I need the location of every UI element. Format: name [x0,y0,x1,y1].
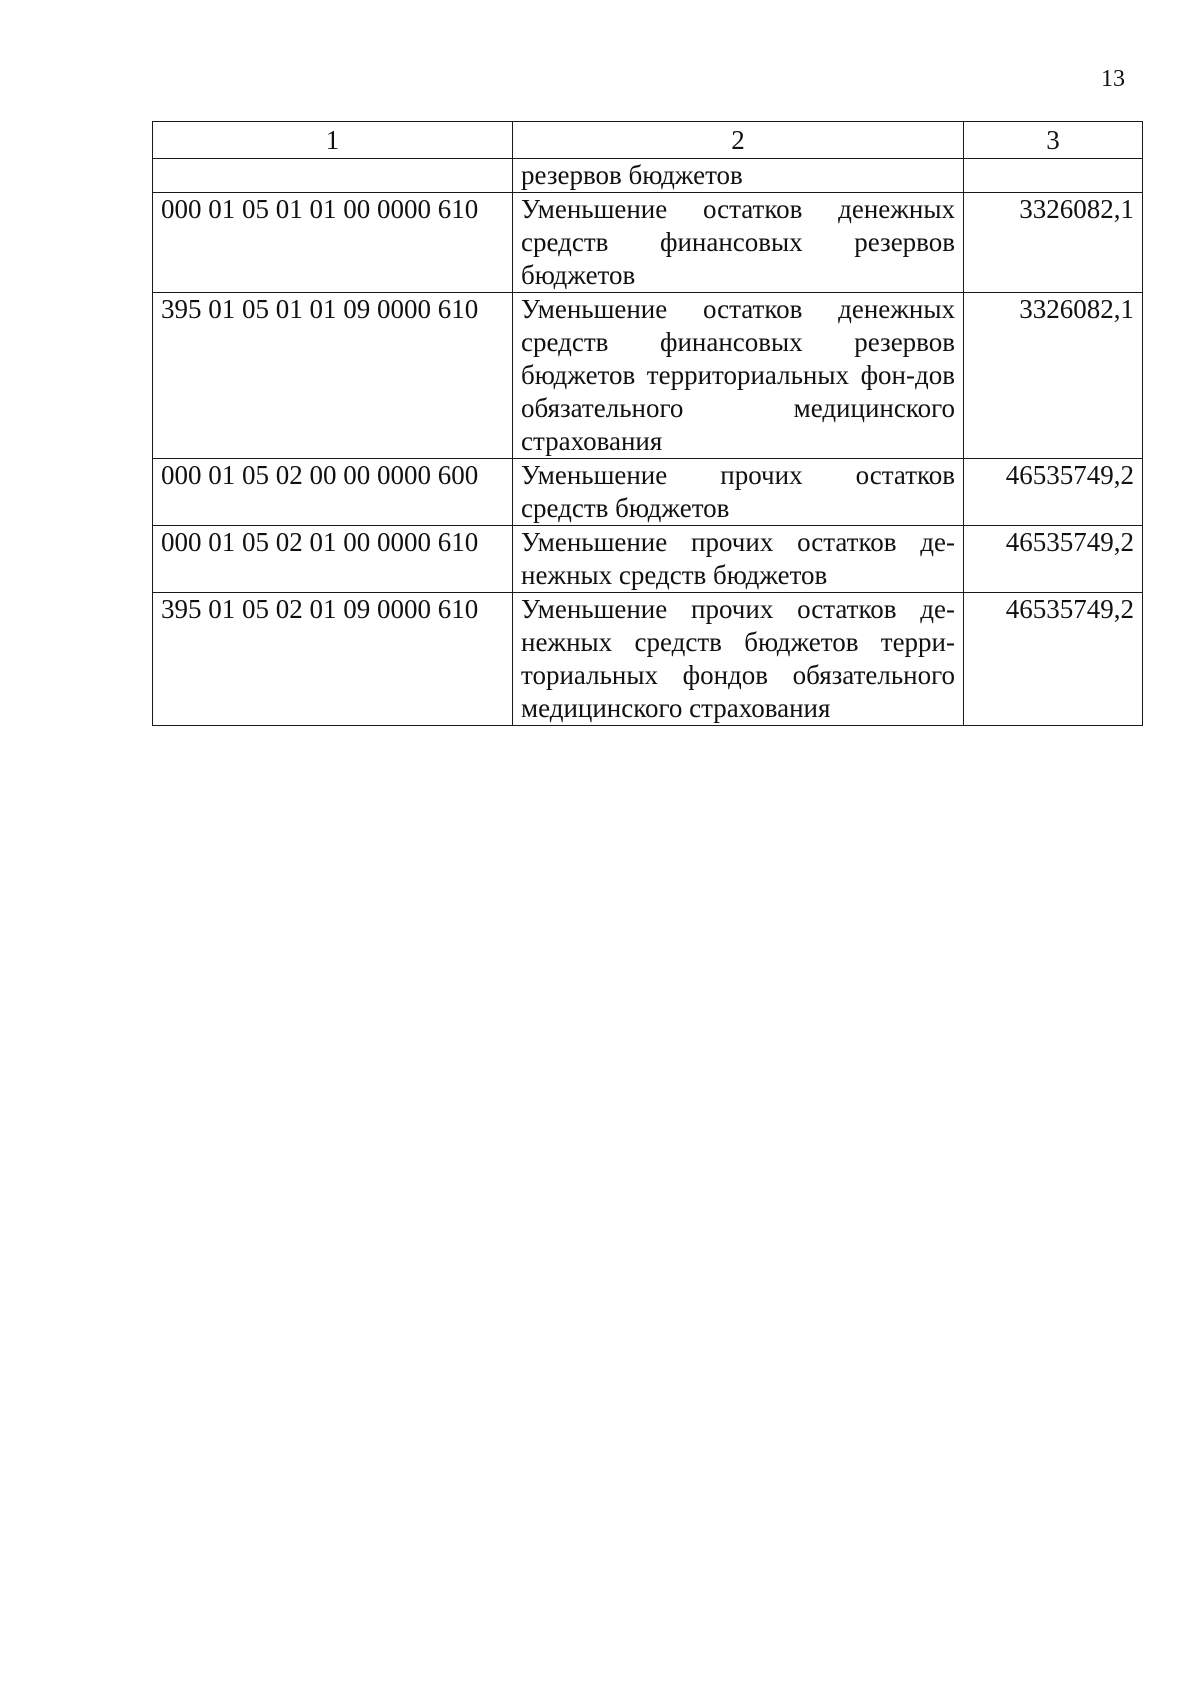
row-description: резервов бюджетов [513,159,964,193]
row-amount: 3326082,1 [964,293,1143,459]
column-header: 3 [964,122,1143,159]
row-code: 000 01 05 02 01 00 0000 610 [153,526,513,593]
column-header: 2 [513,122,964,159]
row-amount [964,159,1143,193]
row-code: 000 01 05 01 01 00 0000 610 [153,193,513,293]
table-row [153,593,1143,726]
table-row [153,193,1143,293]
row-amount: 46535749,2 [964,593,1143,726]
row-code [153,159,513,193]
budget-table [152,121,1143,726]
header-row [153,122,1143,159]
row-amount: 46535749,2 [964,526,1143,593]
row-code: 000 01 05 02 00 00 0000 600 [153,459,513,526]
column-header: 1 [153,122,513,159]
row-amount: 3326082,1 [964,193,1143,293]
row-amount: 46535749,2 [964,459,1143,526]
table-row [153,526,1143,593]
row-description: Уменьшение остатков денежных средств финансовых резервов бюджетов [513,193,964,293]
table-row [153,459,1143,526]
row-description: Уменьшение прочих остатков средств бюджетов [513,459,964,526]
row-description: Уменьшение прочих остатков де-нежных средств бюджетов терри-ториальных фондов обязательного медицинского страхования [513,593,964,726]
table-row [153,159,1143,193]
row-code: 395 01 05 02 01 09 0000 610 [153,593,513,726]
table-row [153,293,1143,459]
page-number: 13 [1101,66,1125,92]
row-code: 395 01 05 01 01 09 0000 610 [153,293,513,459]
row-description: Уменьшение прочих остатков де-нежных средств бюджетов [513,526,964,593]
row-description: Уменьшение остатков денежных средств финансовых резервов бюджетов территориальных фон-дов обязательного медицинского страхования [513,293,964,459]
